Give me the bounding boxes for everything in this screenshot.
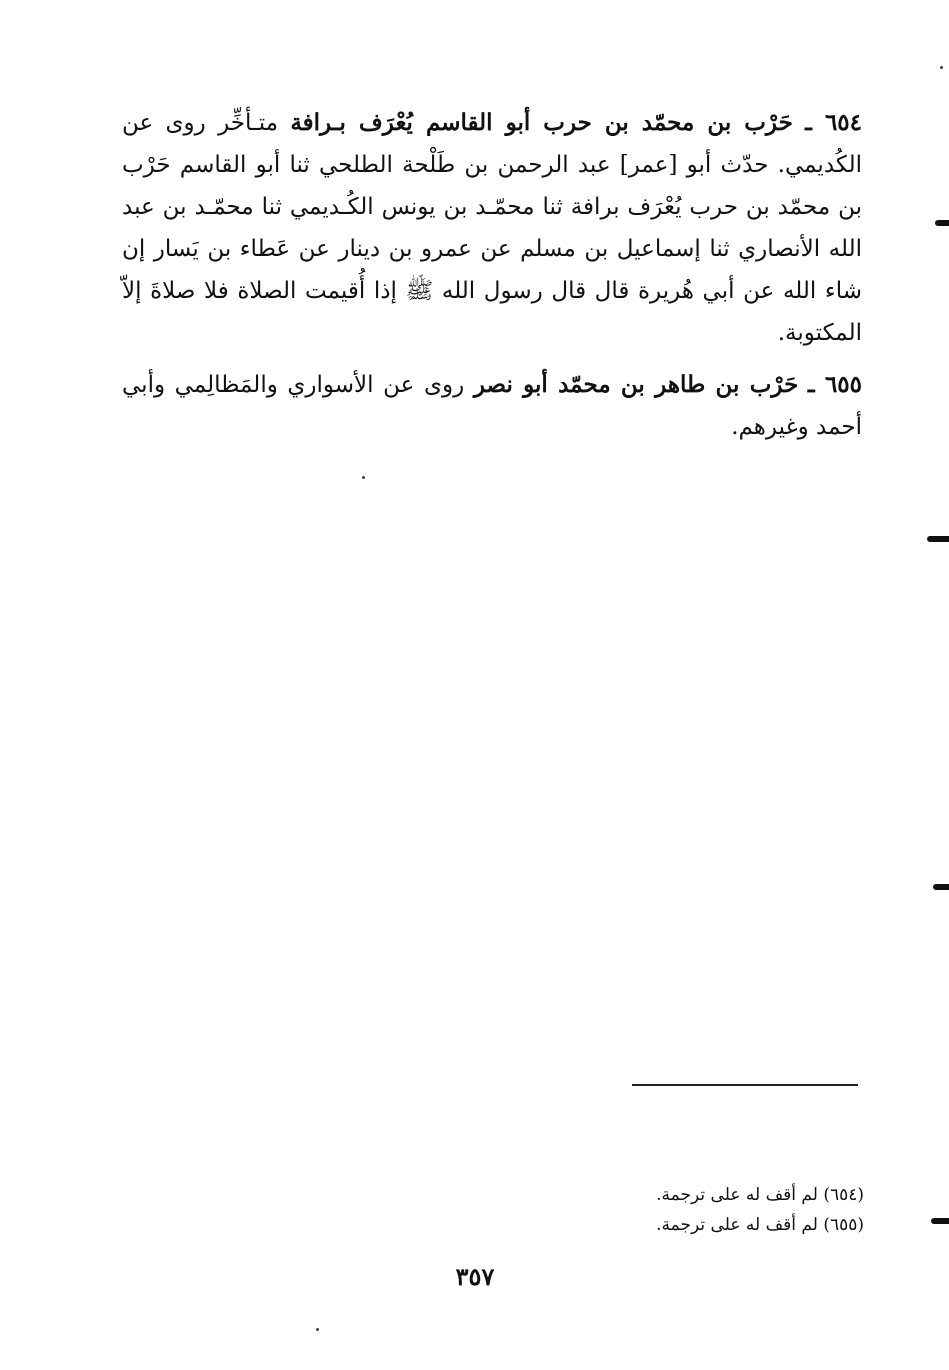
footnotes-block	[420, 1180, 864, 1240]
scan-edge-mark	[931, 1218, 949, 1224]
entry-body: روى عن الأسواري والمَظالِمي وأبي أحمد وغيرهم.	[122, 372, 862, 440]
entry-heading: حَرْب بن طاهر بن محمّد أبو نصر	[473, 371, 799, 398]
scan-speck	[316, 1328, 319, 1331]
scan-speck	[362, 476, 365, 479]
entry-654	[122, 102, 862, 354]
footnote-divider	[632, 1084, 858, 1086]
scan-edge-mark	[927, 536, 949, 542]
footnote-655: (٦٥٥) لم أقف له على ترجمة.	[656, 1215, 864, 1235]
footnote-654: (٦٥٤) لم أقف له على ترجمة.	[656, 1185, 864, 1205]
scan-edge-mark	[935, 220, 949, 226]
entry-body: متـأخِّر روى عن الكُديمي. حدّث أبو [عمر] عبد الرحمن بن طَلْحة الطلحي ثنا أبو القاسم حَرْب بن محمّد بن حرب يُعْرَف برافة ثنا محمّـد بن يونس الكُـديمي ثنا محمّـد بن عبد الله الأنصاري ثنا إسماعيل بن مسلم عن عمرو بن دينار عن عَطاء بن يَسار إن شاء الله عن أبي هُريرة قال قال رسول الله ﷺ إذا أُقيمت الصلاة فلا صلاةَ إلاّ المكتوبة.	[122, 110, 862, 346]
scan-speck	[940, 66, 943, 69]
page-number: ٣٥٧	[455, 1262, 495, 1291]
entry-heading: حَرْب بن محمّد بن حرب أبو القاسم يُعْرَف بـرافة	[290, 109, 793, 136]
entry-655	[122, 364, 862, 448]
main-text-block	[122, 102, 862, 458]
entry-number: ٦٥٤ ـ	[805, 109, 862, 136]
scan-edge-mark	[933, 884, 949, 890]
entry-number: ٦٥٥ ـ	[807, 371, 862, 398]
